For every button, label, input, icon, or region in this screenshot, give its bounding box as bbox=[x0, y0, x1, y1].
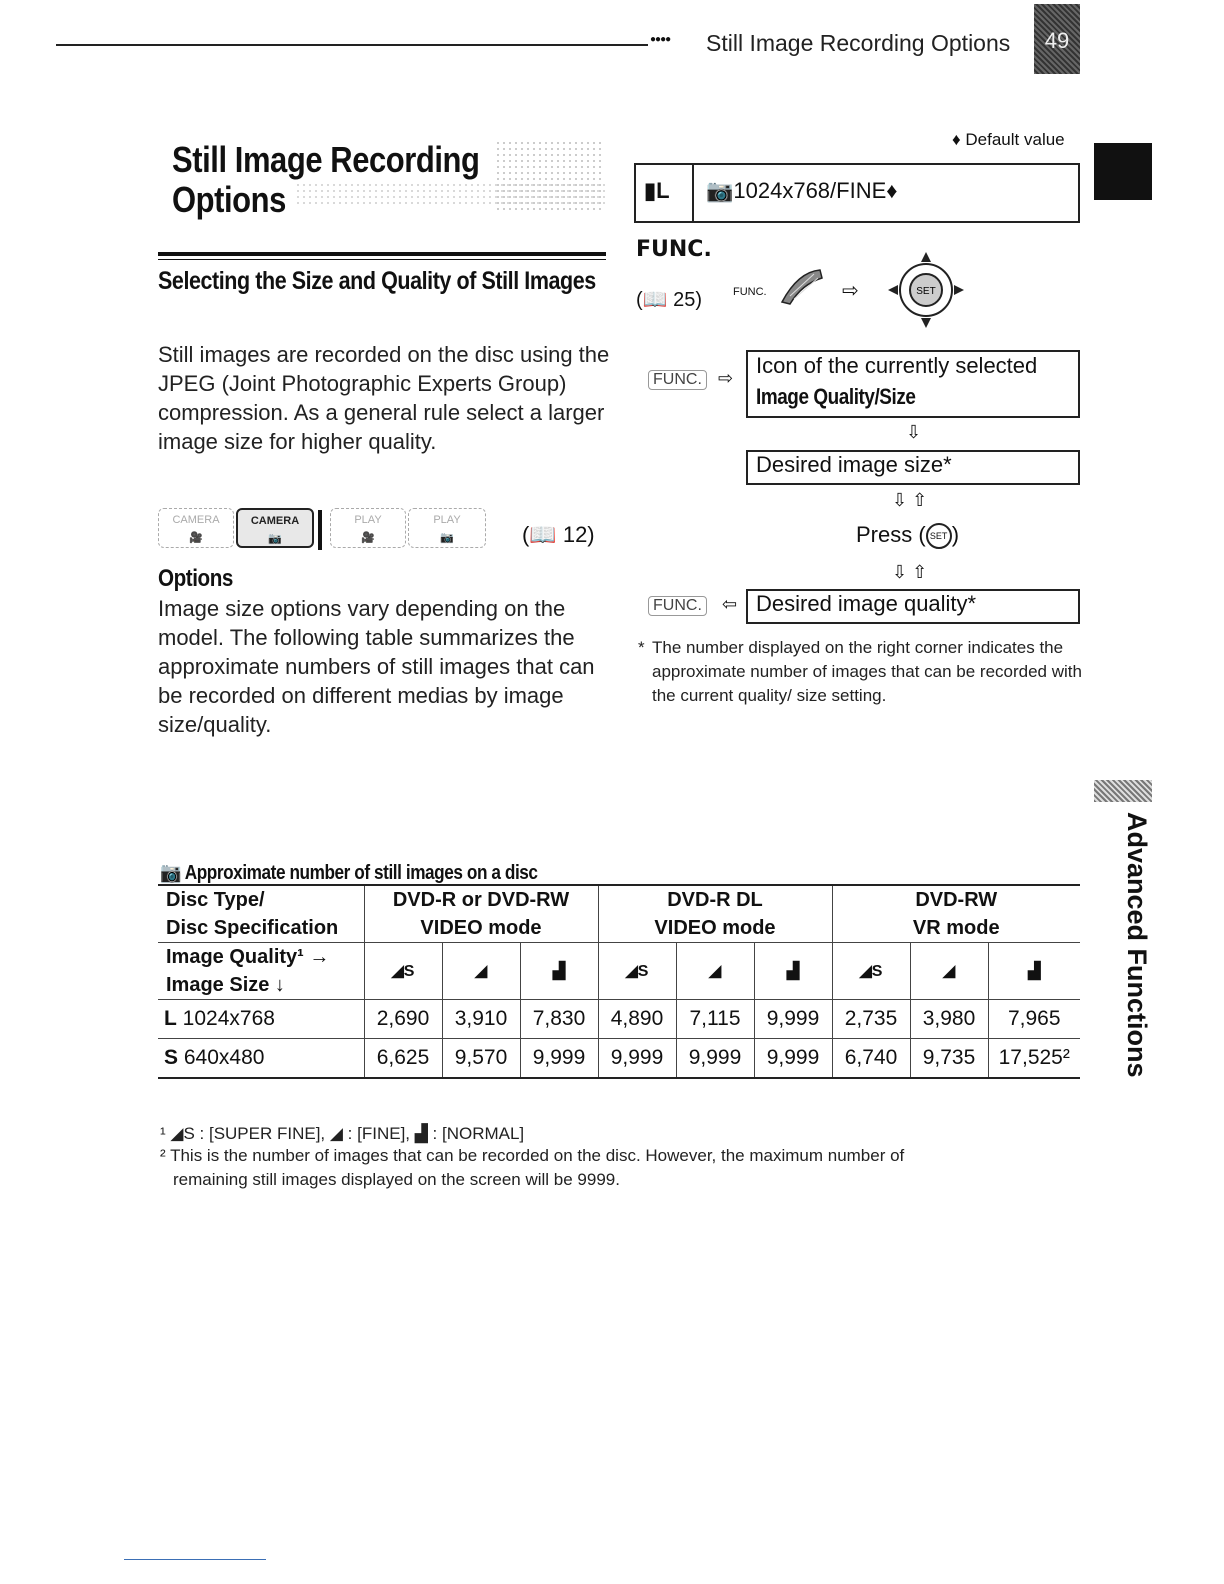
func-button-small-label: FUNC. bbox=[733, 286, 767, 298]
table-cell: 7,115 bbox=[676, 1000, 754, 1039]
footnote-1: ¹ ◢S : [SUPER FINE], ◢ : [FINE], ▟ : [NORMAL] bbox=[160, 1124, 525, 1143]
page-title-line2: Options bbox=[172, 179, 286, 220]
side-tab-marker bbox=[1094, 143, 1152, 200]
disc-capacity-table bbox=[158, 884, 1080, 1079]
func-button-1: FUNC. bbox=[648, 370, 707, 390]
arrow-right-icon: ⇨ bbox=[842, 280, 859, 302]
page-number: 49 bbox=[1044, 28, 1070, 53]
flow-box-3-text: Desired image quality* bbox=[756, 591, 977, 616]
flow-box-2-text: Desired image size* bbox=[756, 452, 952, 477]
arrow-down-icon: ⇩ bbox=[906, 422, 922, 442]
intro-paragraph: Still images are recorded on the disc using the JPEG (Joint Photographic Experts Group) compression. As a general rule select a larger image size for higher quality. bbox=[158, 342, 610, 454]
quality-fine-icon: ◢ bbox=[442, 943, 520, 1000]
subheading-rule bbox=[158, 252, 606, 256]
default-setting-value: 📷1024x768/FINE♦ bbox=[706, 178, 898, 203]
default-value-note: ♦ Default value bbox=[952, 130, 1065, 149]
table-cell: 9,999 bbox=[676, 1039, 754, 1079]
header-disc-dvdrw-vr: DVD-RW VR mode bbox=[832, 885, 1080, 943]
arrow-right-icon: ⇨ bbox=[718, 368, 734, 388]
header-dots: ●●●● bbox=[650, 34, 671, 45]
mode-camera-movie-icon: CAMERA 🎥 bbox=[158, 508, 234, 548]
table-cell: 3,980 bbox=[910, 1000, 988, 1039]
page-title bbox=[172, 140, 480, 220]
header-disc-dvdr-rw: DVD-R or DVD-RW VIDEO mode bbox=[364, 885, 598, 943]
quality-normal-icon: ▟ bbox=[520, 943, 598, 1000]
quality-fine-icon: ◢ bbox=[910, 943, 988, 1000]
header-quality-size: Image Quality¹ → Image Size ↓ bbox=[158, 943, 364, 1000]
table-cell: 17,525² bbox=[988, 1039, 1080, 1079]
func-label: FUNC. bbox=[636, 237, 712, 262]
quality-superfine-icon: ◢S bbox=[364, 943, 442, 1000]
side-tab-hatch bbox=[1094, 780, 1152, 802]
table-cell: 6,740 bbox=[832, 1039, 910, 1079]
options-paragraph: Image size options vary depending on the model. The following table summarizes the approximate numbers of still images that can be recorded on different medias by image size/quality. bbox=[158, 596, 595, 737]
arrow-updown-icon: ⇩ ⇧ bbox=[892, 490, 928, 510]
table-cell: 6,625 bbox=[364, 1039, 442, 1079]
bottom-rule bbox=[124, 1559, 266, 1560]
table-header-disc bbox=[158, 885, 1080, 943]
table-cell: 9,999 bbox=[520, 1039, 598, 1079]
flow-box-1-line1: Icon of the currently selected bbox=[756, 353, 1038, 378]
svg-text:SET: SET bbox=[916, 286, 936, 297]
mode-play-photo-icon: PLAY 📷 bbox=[408, 508, 486, 548]
mode-play-movie-icon: PLAY 🎥 bbox=[330, 508, 406, 548]
table-cell: 2,735 bbox=[832, 1000, 910, 1039]
table-row bbox=[158, 1000, 1080, 1039]
func-button-icon bbox=[778, 266, 824, 306]
footnote-2: ² This is the number of images that can be recorded on the disc. However, the maximum number of remaining still images displayed on the screen will be 9999. bbox=[160, 1146, 905, 1189]
subheading-rule-thin bbox=[158, 259, 606, 260]
side-tab-label: Advanced Functions bbox=[1122, 812, 1152, 1078]
table-header-quality bbox=[158, 943, 1080, 1000]
table-cell: 9,735 bbox=[910, 1039, 988, 1079]
table-cell: 9,999 bbox=[754, 1039, 832, 1079]
table-cell: 7,965 bbox=[988, 1000, 1080, 1039]
quality-superfine-icon: ◢S bbox=[832, 943, 910, 1000]
press-set-instruction: Press ( SET ) bbox=[856, 522, 959, 549]
mode-separator bbox=[318, 510, 322, 550]
default-setting-divider bbox=[692, 163, 694, 223]
header-disc-dvdr-dl: DVD-R DL VIDEO mode bbox=[598, 885, 832, 943]
flow-box-1-line2: Image Quality/Size bbox=[756, 384, 916, 409]
table-row bbox=[158, 1039, 1080, 1079]
header-rule bbox=[56, 44, 648, 46]
quality-normal-icon: ▟ bbox=[988, 943, 1080, 1000]
side-tab bbox=[1094, 812, 1152, 1078]
size-l-icon: ▮L bbox=[644, 178, 670, 203]
arrow-left-icon: ⇦ bbox=[722, 594, 738, 614]
mode-camera-photo-icon: CAMERA 📷 bbox=[236, 508, 314, 548]
options-heading: Options bbox=[158, 565, 233, 592]
table-cell: 3,910 bbox=[442, 1000, 520, 1039]
quality-normal-icon: ▟ bbox=[754, 943, 832, 1000]
page-number-badge bbox=[1034, 4, 1080, 74]
quality-fine-icon: ◢ bbox=[676, 943, 754, 1000]
flow-footnote: * The number displayed on the right corner indicates the approximate number of images that can be recorded with the current quality/ size setting. bbox=[638, 638, 1082, 705]
subheading: Selecting the Size and Quality of Still Images bbox=[158, 267, 596, 295]
table-cell: 4,890 bbox=[598, 1000, 676, 1039]
running-header-title: Still Image Recording Options bbox=[706, 30, 1011, 56]
table-cell: 7,830 bbox=[520, 1000, 598, 1039]
table-cell: 9,999 bbox=[754, 1000, 832, 1039]
row-label: S 640x480 bbox=[158, 1039, 364, 1079]
set-button-icon: SET bbox=[926, 523, 952, 549]
table-cell: 9,999 bbox=[598, 1039, 676, 1079]
table-cell: 2,690 bbox=[364, 1000, 442, 1039]
arrow-updown-icon: ⇩ ⇧ bbox=[892, 562, 928, 582]
header-disc-type: Disc Type/ Disc Specification bbox=[158, 885, 364, 943]
func-page-reference: (📖 25) bbox=[636, 289, 703, 311]
mode-page-reference: (📖 12) bbox=[522, 522, 595, 547]
table-caption: 📷 Approximate number of still images on a disc bbox=[160, 862, 538, 884]
quality-superfine-icon: ◢S bbox=[598, 943, 676, 1000]
table-cell: 9,570 bbox=[442, 1039, 520, 1079]
page-title-line1: Still Image Recording bbox=[172, 139, 480, 180]
row-label: L 1024x768 bbox=[158, 1000, 364, 1039]
func-button-2: FUNC. bbox=[648, 596, 707, 616]
joystick-icon bbox=[886, 250, 966, 330]
